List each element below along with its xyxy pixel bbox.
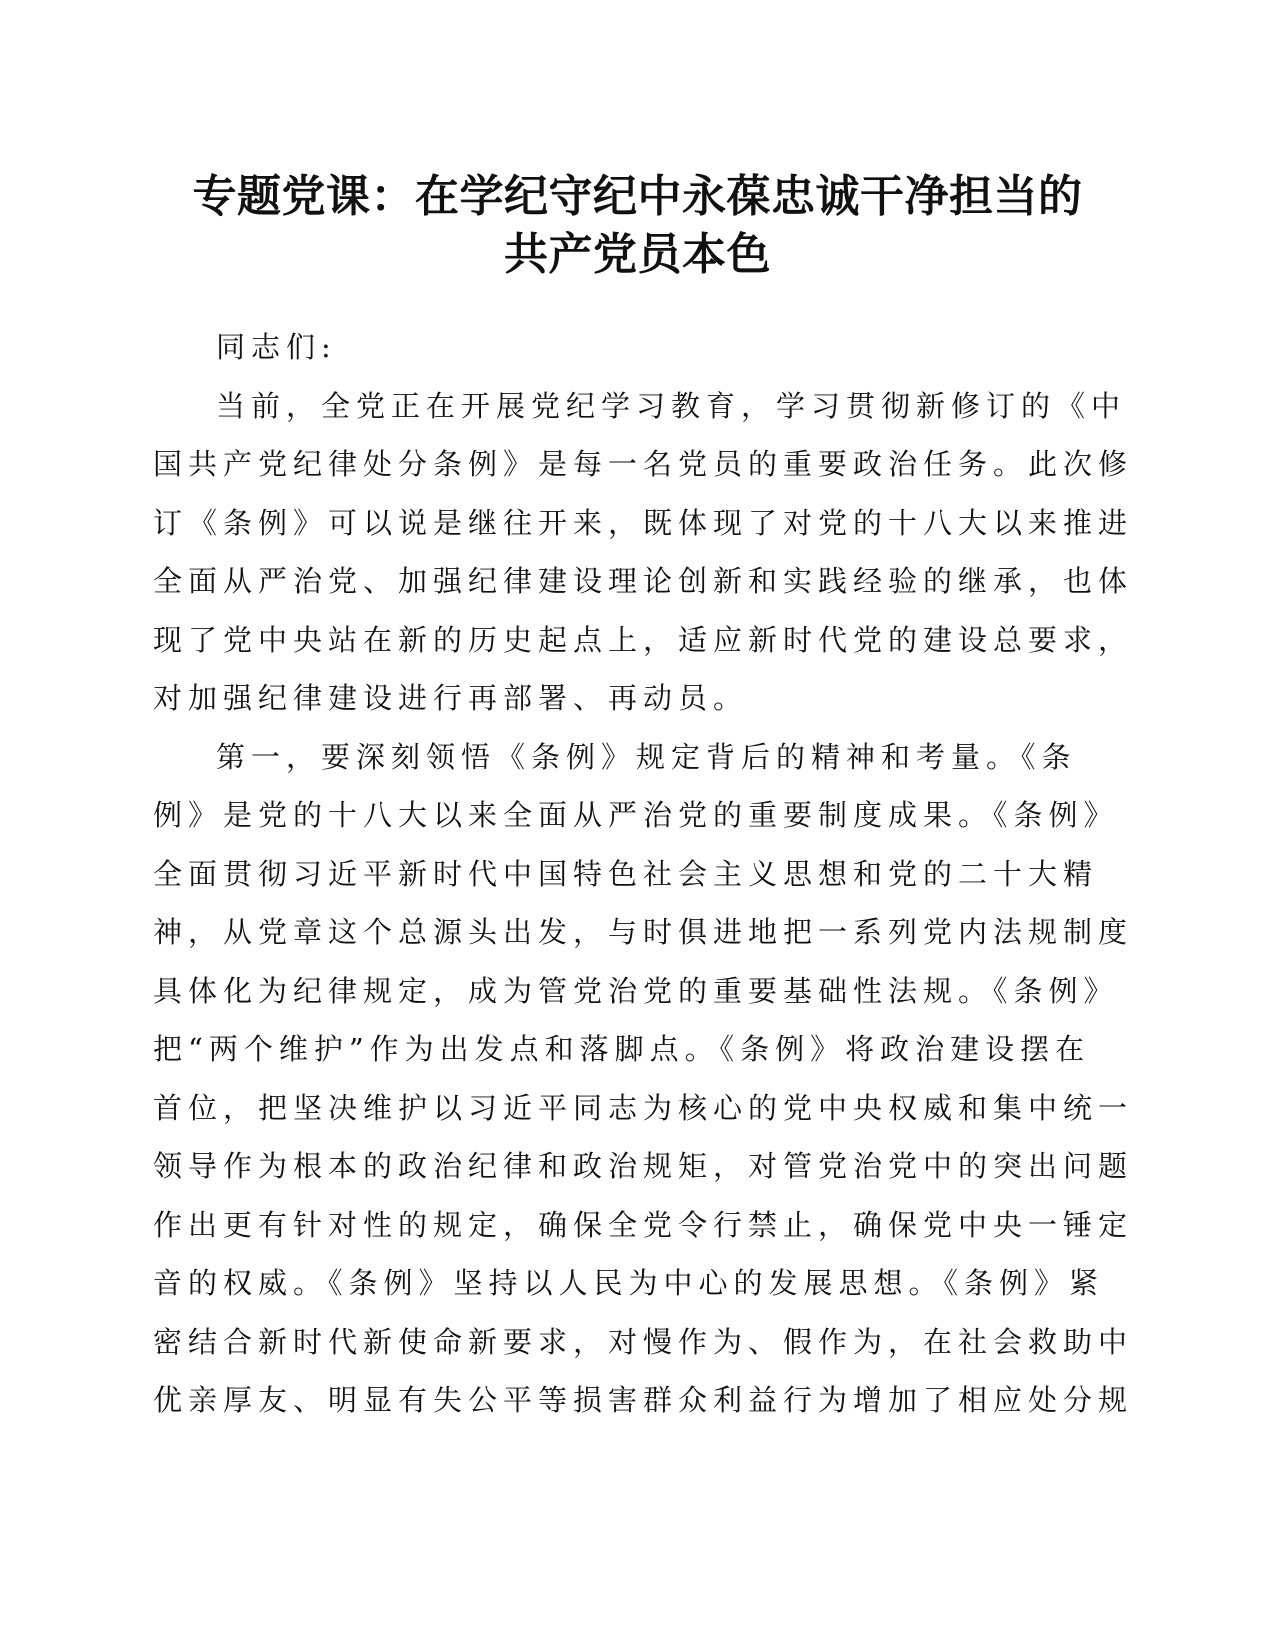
paragraph-2 xyxy=(153,728,1134,1430)
paragraph-line: 第一，要深刻领悟《条例》规定背后的精神和考量。《条 xyxy=(216,739,1077,774)
salutation: 同志们: xyxy=(216,330,337,364)
document-body xyxy=(153,318,1134,1430)
paragraph-line: 优亲厚友、明显有失公平等损害群众利益行为增加了相应处分规 xyxy=(153,1383,1134,1417)
paragraph-line: 全面贯彻习近平新时代中国特色社会主义思想和党的二十大精 xyxy=(153,856,1099,891)
title-line-1: 专题党课：在学纪守纪中永葆忠诚干净担当的 xyxy=(192,171,1083,222)
paragraph-line: 国共产党纪律处分条例》是每一名党员的重要政治任务。此次修 xyxy=(153,447,1134,481)
paragraph-line: 对加强纪律建设进行再部署、再动员。 xyxy=(153,681,749,715)
paragraph-line: 首位，把坚决维护以习近平同志为核心的党中央权威和集中统一 xyxy=(153,1090,1134,1125)
paragraph-line: 领导作为根本的政治纪律和政治规矩，对管党治党中的突出问题 xyxy=(153,1149,1134,1183)
paragraph-1 xyxy=(153,377,1134,728)
paragraph-line: 密结合新时代新使命新要求，对慢作为、假作为，在社会救助中 xyxy=(153,1324,1134,1359)
paragraph-line: 订《条例》可以说是继往开来，既体现了对党的十八大以来推进 xyxy=(153,505,1134,540)
paragraph-line: 现了党中央站在新的历史起点上，适应新时代党的建设总要求， xyxy=(153,622,1134,657)
paragraph-line: 音的权威。《条例》坚持以人民为中心的发展思想。《条例》紧 xyxy=(153,1266,1105,1300)
paragraph-line: 例》是党的十八大以来全面从严治党的重要制度成果。《条例》 xyxy=(153,798,1119,832)
paragraph-line: 具体化为纪律规定，成为管党治党的重要基础性法规。《条例》 xyxy=(153,973,1119,1008)
paragraph-line: 神，从党章这个总源头出发，与时俱进地把一系列党内法规制度 xyxy=(153,915,1134,949)
document-title xyxy=(150,168,1125,284)
paragraph-line: 作出更有针对性的规定，确保全党令行禁止，确保党中央一锤定 xyxy=(153,1207,1134,1242)
paragraph-line: 全面从严治党、加强纪律建设理论创新和实践经验的继承，也体 xyxy=(153,564,1134,598)
paragraph-line: 当前，全党正在开展党纪学习教育，学习贯彻新修订的《中 xyxy=(216,388,1127,423)
paragraph-line: 把“两个维护”作为出发点和落脚点。《条例》将政治建设摆在 xyxy=(153,1032,1091,1066)
title-line-2: 共产党员本色 xyxy=(504,229,771,280)
